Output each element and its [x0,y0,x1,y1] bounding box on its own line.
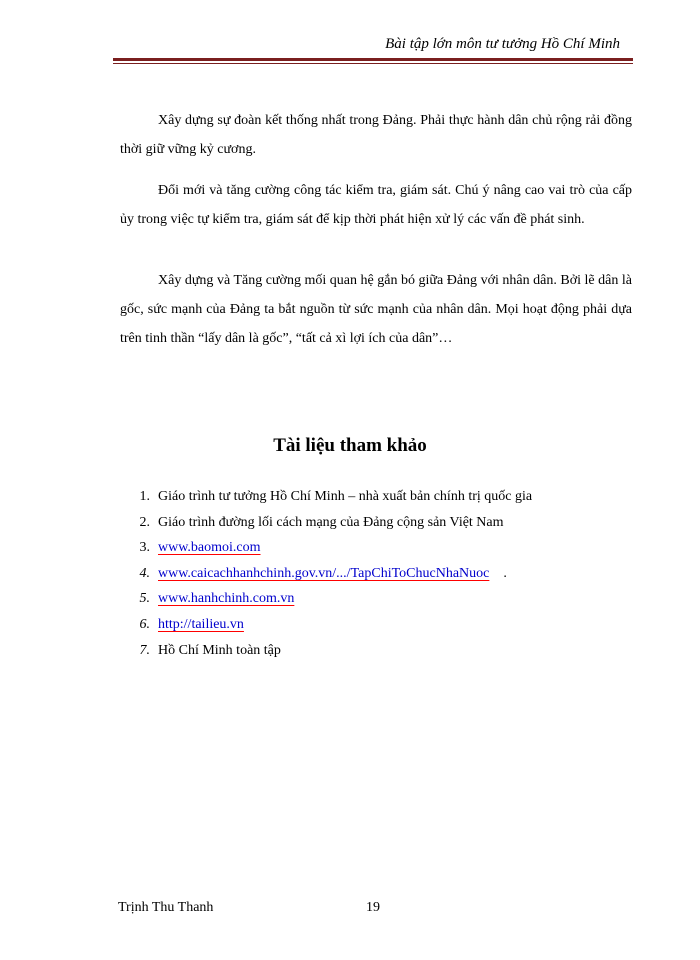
reference-item [120,561,640,587]
references-list [120,484,640,663]
reference-text: Giáo trình tư tưởng Hồ Chí Minh – nhà xuất bản chính trị quốc gia [158,489,533,504]
reference-item [120,510,640,536]
reference-item [120,535,640,561]
reference-item [120,484,640,510]
reference-link-caicachhanhchinh[interactable]: www.caicachhanhchinh.gov.vn/.../TapChiToChucNhaNuoc [158,565,490,581]
reference-text: Giáo trình đường lối cách mạng của Đảng cộng sản Việt Nam [158,514,504,530]
body-paragraph-1: Xây dựng sự đoàn kết thống nhất trong Đảng. Phải thực hành dân chủ rộng rải đồng thời giữ vững kỷ cương. [120,113,632,157]
reference-link-baomoi[interactable]: www.baomoi.com [158,540,261,556]
footer-author: Trịnh Thu Thanh [118,900,214,915]
reference-number: 6. [139,616,150,632]
reference-number: 4. [139,565,150,581]
body-paragraph-3: Xây dựng và Tăng cường mối quan hệ gắn bó giữa Đảng với nhân dân. Bởi lẽ dân là gốc, sức mạnh của Đảng ta bắt nguồn từ sức mạnh của nhân dân. Mọi hoạt động phải dựa trên tinh thần “lấy dân là gốc”, “tất cả xì lợi ích của dân”… [120,273,632,346]
reference-item [120,638,640,664]
reference-number: 3. [139,540,150,556]
references-heading: Tài liệu tham khảo [273,435,427,456]
reference-number: 1. [139,489,150,504]
reference-item [120,586,640,612]
reference-text: Hồ Chí Minh toàn tập [158,642,281,658]
reference-number: 2. [139,514,150,530]
reference-number: 7. [139,642,150,658]
reference-suffix: . [503,565,507,581]
reference-link-hanhchinh[interactable]: www.hanhchinh.com.vn [158,591,295,607]
body-paragraph-2: Đổi mới và tăng cường công tác kiểm tra, giám sát. Chú ý nâng cao vai trò của cấp ủy trong việc tự kiểm tra, giám sát để kịp thời phát hiện xử lý các vấn đề phát sinh. [120,183,632,227]
header-rule-thick [113,58,633,61]
footer-page-number: 19 [366,900,380,915]
reference-item [120,612,640,638]
reference-number: 5. [139,591,150,607]
reference-link-tailieu[interactable]: http://tailieu.vn [158,616,244,632]
header-title: Bài tập lớn môn tư tưởng Hồ Chí Minh [385,36,620,52]
header-rule-thin [113,63,633,64]
